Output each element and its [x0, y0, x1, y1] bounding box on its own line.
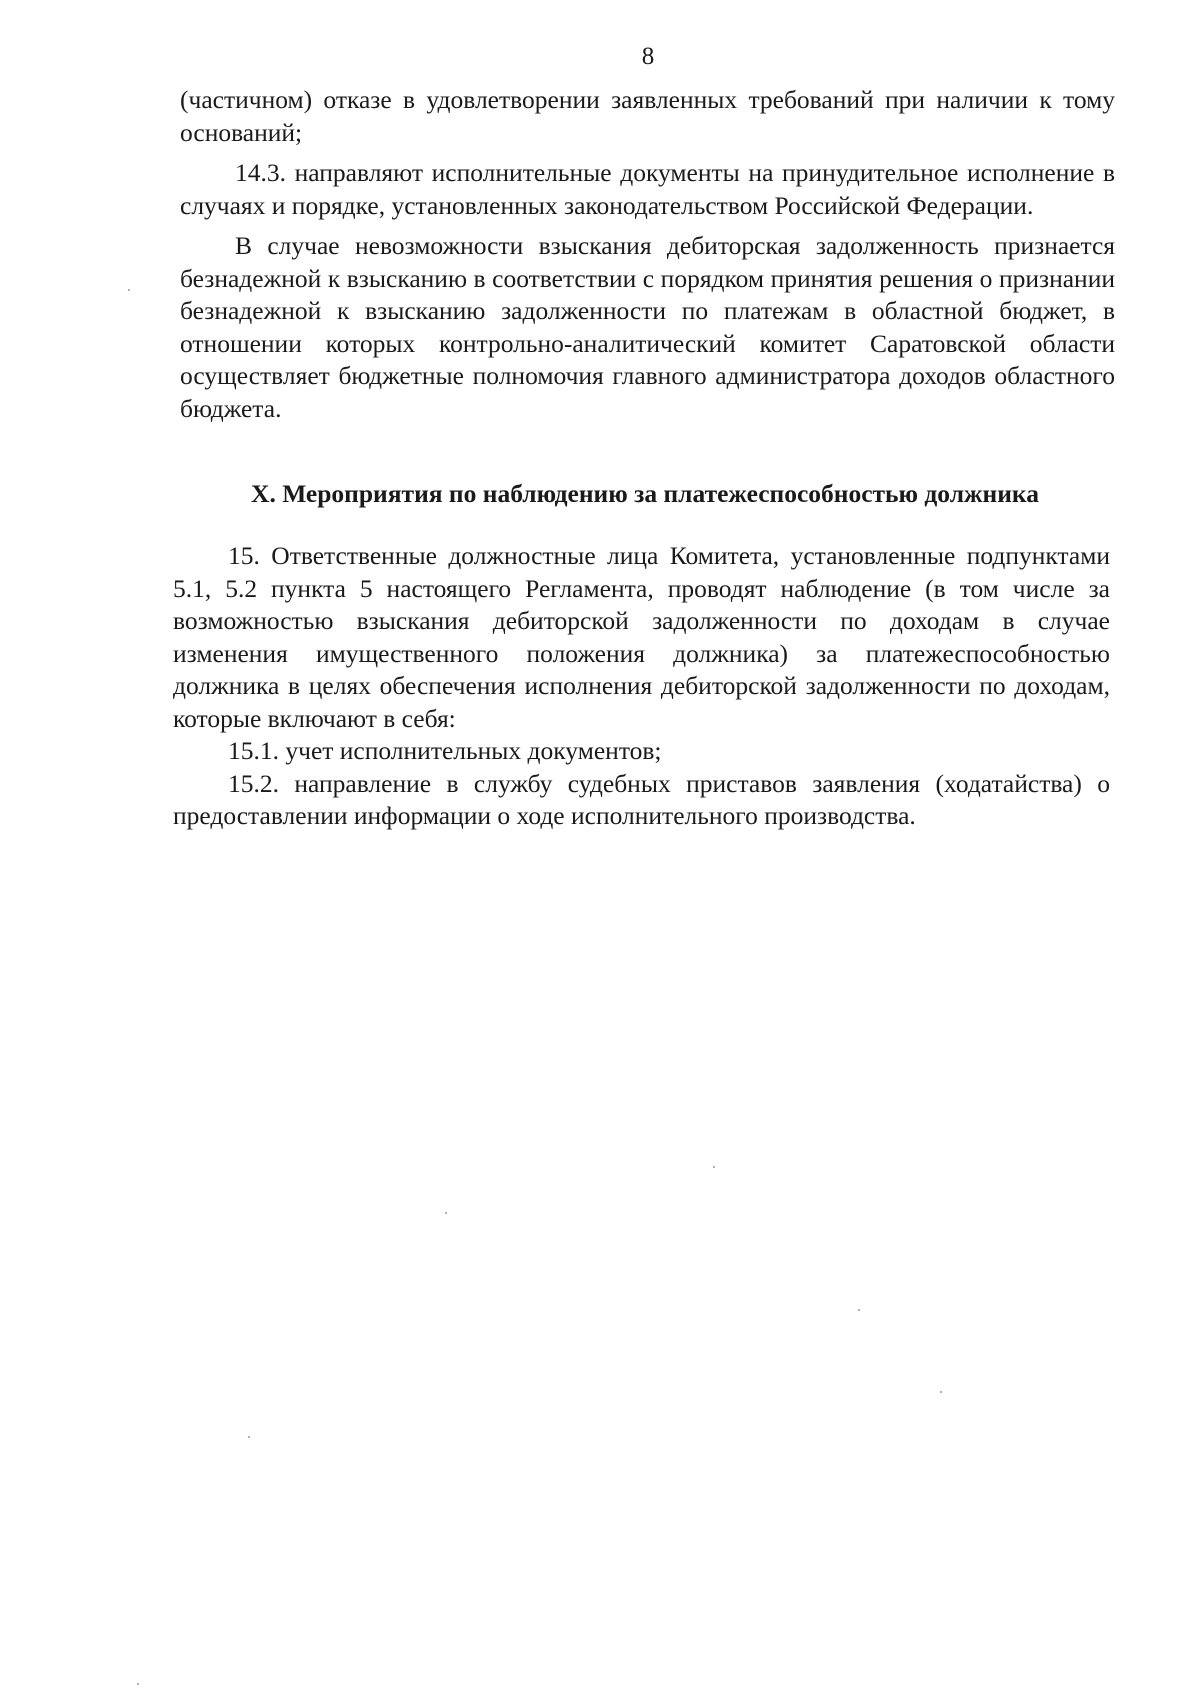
page-number: 8: [641, 43, 655, 70]
paragraph-14-3: 14.3. направляют исполнительные документы на принудительное исполнение в случаях и порядке, установленных законодательством Российской Федерации.: [180, 158, 1115, 220]
paragraph-continuation: (частичном) отказе в удовлетворении заявленных требований при наличии к тому оснований;: [180, 85, 1115, 147]
scan-speck: [137, 1683, 139, 1685]
paragraph-15-1: 15.1. учет исполнительных документов;: [228, 736, 662, 765]
scan-speck: [248, 1436, 250, 1438]
paragraph-uncollectible-debt: В случае невозможности взыскания дебиторская задолженность признается безнадежной к взысканию в соответствии с порядком принятия решения о признании безнадежной к взысканию задолженности по платежам в областной бюджет, в отношении которых контрольно-аналитический комитет Саратовской области осуществляет бюджетные полномочия главного администратора доходов областного бюджета.: [180, 231, 1115, 423]
text-block-bottom: [173, 540, 1110, 833]
paragraph-15-2: 15.2. направление в службу судебных приставов заявления (ходатайства) о предоставлении информации о ходе исполнительного производства.: [173, 768, 1110, 830]
paragraph-15: 15. Ответственные должностные лица Комитета, установленные подпунктами 5.1, 5.2 пункта 5 настоящего Регламента, проводят наблюдение (в том числе за возможностью взыскания дебиторской задолженности по доходам в случае изменения имущественного положения должника) за платежеспособностью должника в целях обеспечения исполнения дебиторской задолженности по доходам, которые включают в себя:: [173, 541, 1110, 733]
scan-speck: [940, 1391, 942, 1393]
scan-speck: [128, 289, 130, 291]
text-block-top: [180, 84, 1115, 425]
scan-speck: [445, 1212, 447, 1214]
scan-speck: [713, 1166, 715, 1168]
section-heading: X. Мероприятия по наблюдению за платежеспособностью должника: [251, 479, 1039, 508]
scan-speck: [858, 1309, 860, 1311]
